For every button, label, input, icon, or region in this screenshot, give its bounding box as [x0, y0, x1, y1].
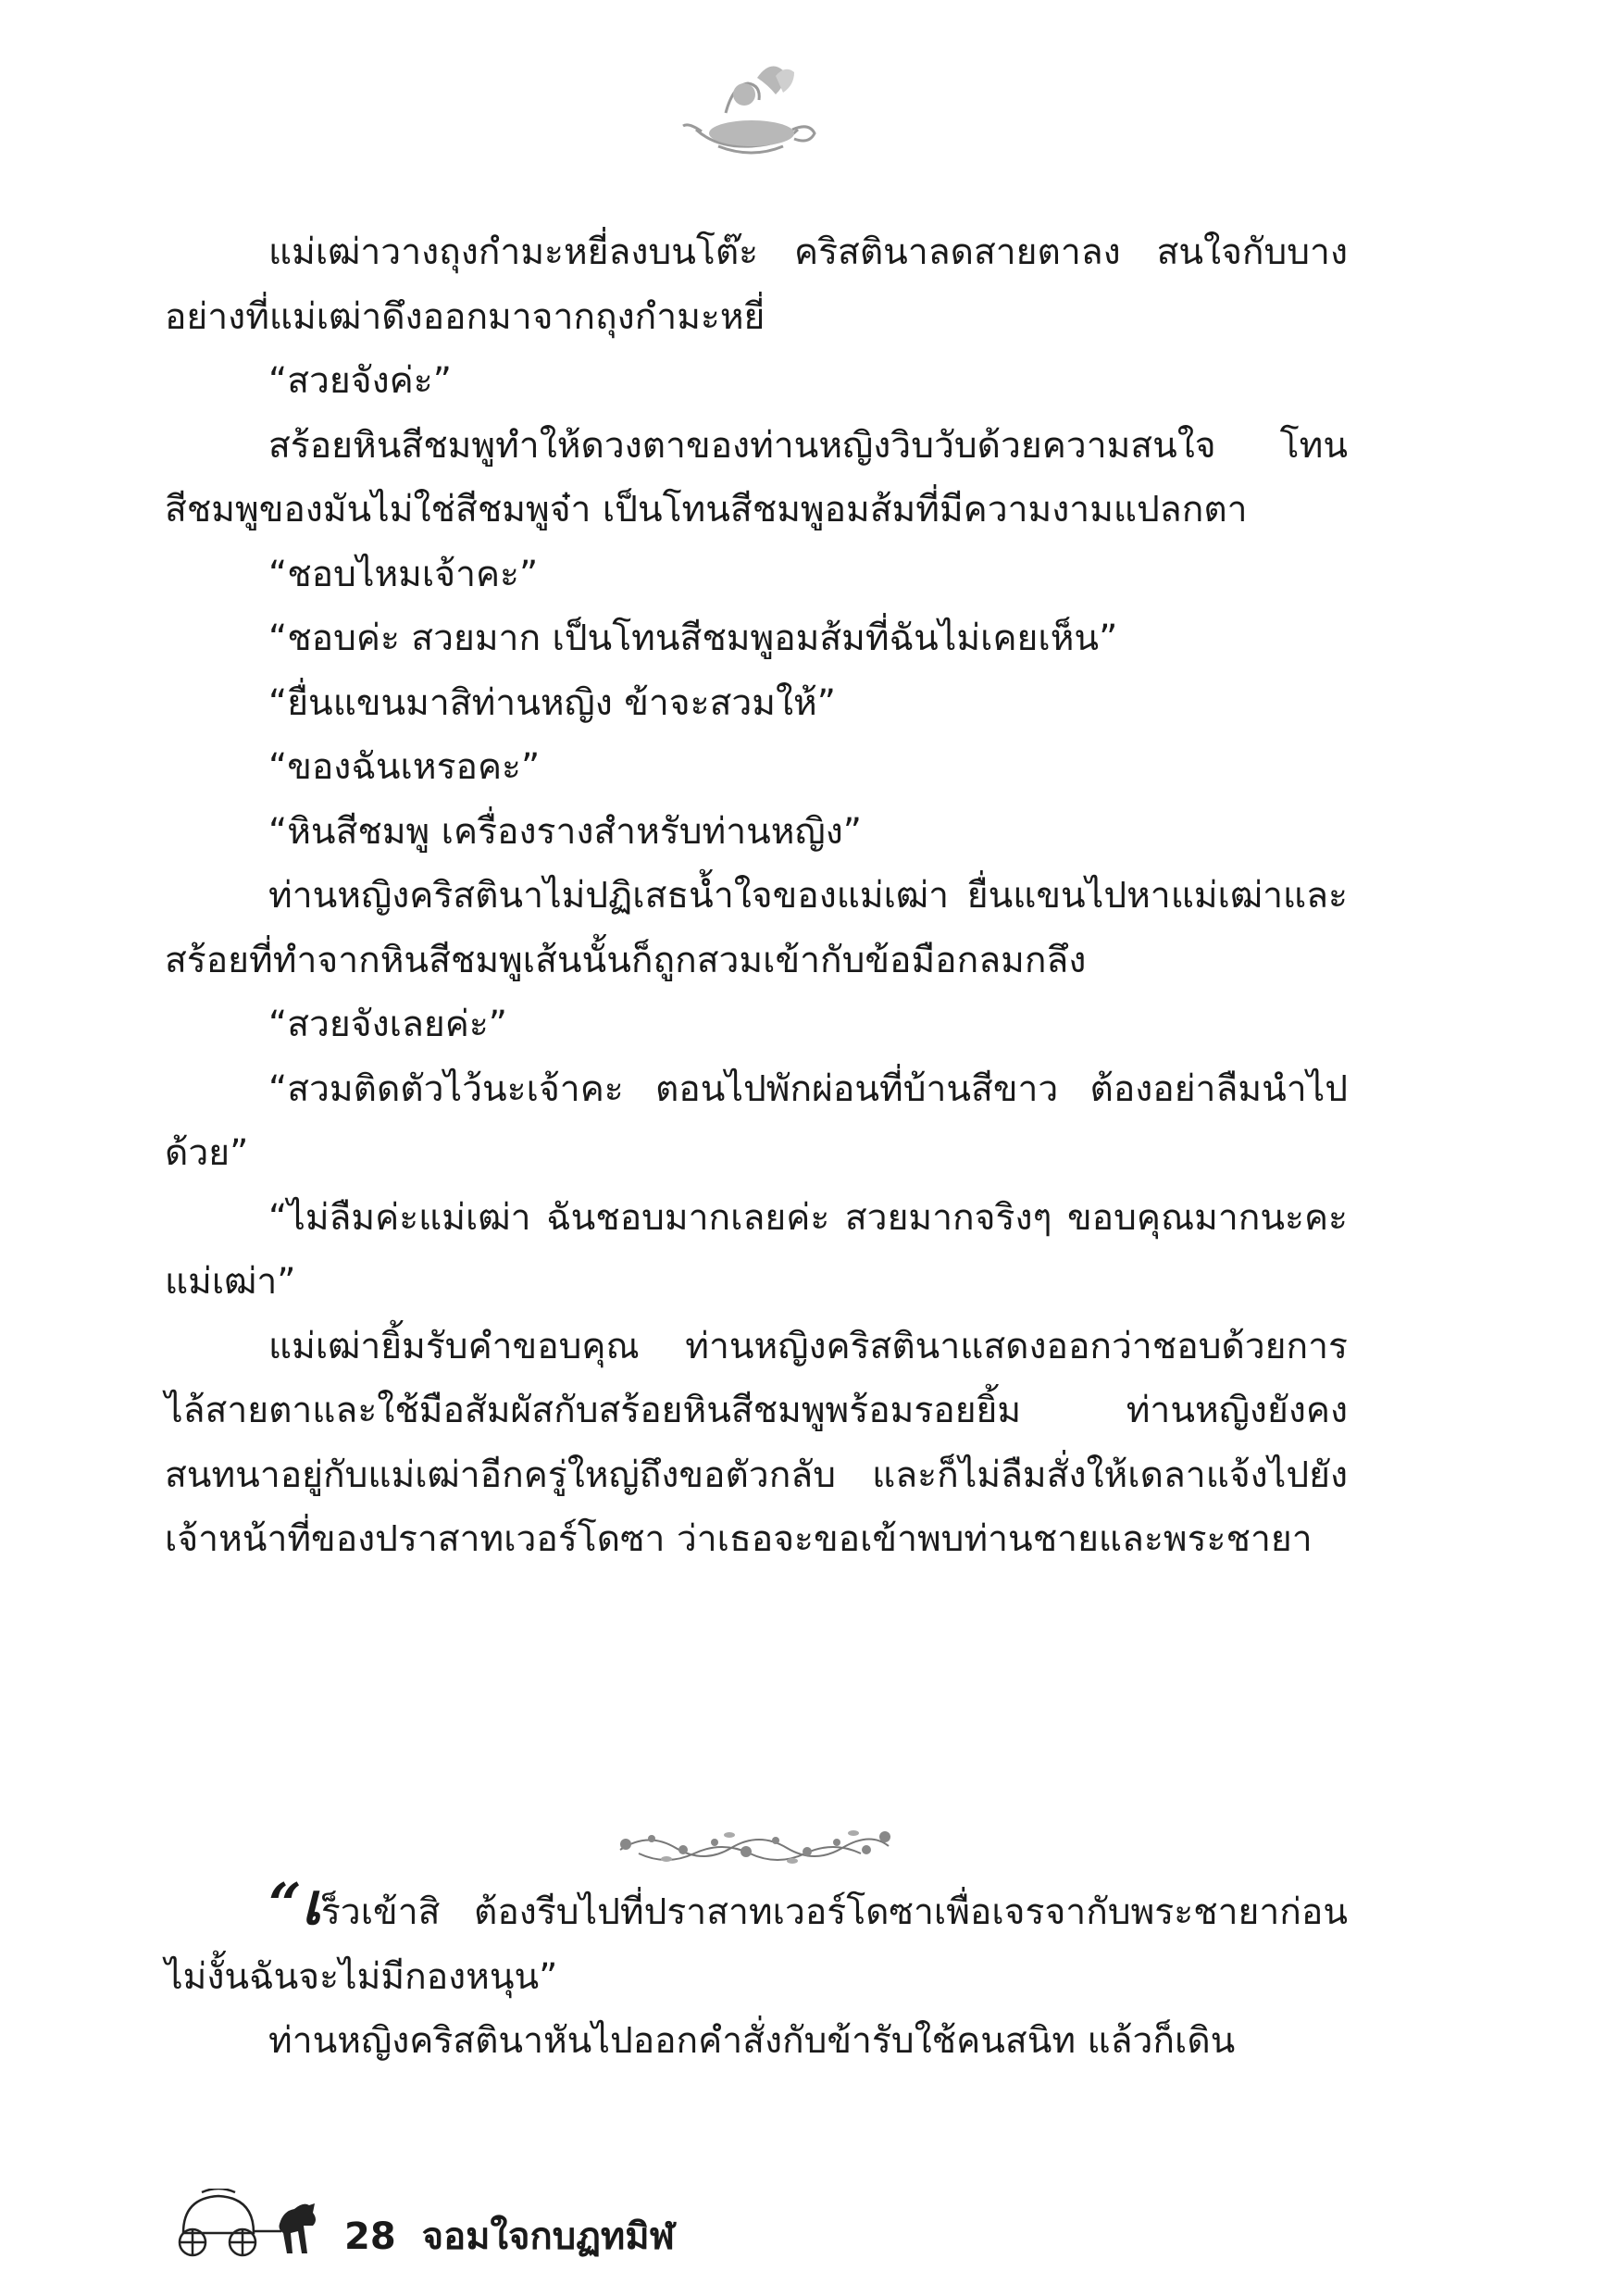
- paragraph: “ยื่นแขนมาสิท่านหญิง ข้าจะสวมให้”: [268, 681, 836, 724]
- paragraph: “สวมติดตัวไว้นะเจ้าคะ ตอนไปพักผ่อนที่บ้านสีขาว ต้องอย่าลืมนำไปด้วย”: [165, 1067, 1348, 1174]
- floral-vine-divider-icon: [611, 1822, 898, 1872]
- paragraph: แม่เฒ่ายิ้มรับคำขอบคุณ ท่านหญิงคริสตินาแสดงออกว่าชอบด้วยการไล้สายตาและใช้มือสัมผัสกับสร้อยหินสีชมพูพร้อมรอยยิ้ม ท่านหญิงยังคงสนทนาอยู่กับแม่เฒ่าอีกครู่ใหญ่ถึงขอตัวกลับ และก็ไม่ลืมสั่งให้เดลาแจ้งไปยังเจ้าหน้าที่ของปราสาทเวอร์โดซา ว่าเธอจะขอเข้าพบท่านชายและพระชายา: [165, 1325, 1348, 1560]
- book-title: จอมใจกบฏทมิฬ: [421, 2215, 676, 2258]
- paragraph: “ไม่ลืมค่ะแม่เฒ่า ฉันชอบมากเลยค่ะ สวยมากจริงๆ ขอบคุณมากนะคะแม่เฒ่า”: [165, 1196, 1348, 1303]
- paragraph: “ชอบค่ะ สวยมาก เป็นโทนสีชมพูอมส้มที่ฉันไม่เคยเห็น”: [268, 618, 1118, 659]
- page-footer: [165, 2185, 675, 2259]
- body-text-section-2: [165, 1870, 1348, 2074]
- paragraph: สร้อยหินสีชมพูทำให้ดวงตาของท่านหญิงวิบวับด้วยความสนใจ โทนสีชมพูของมันไม่ใช่สีชมพูจ๋า เป็นโทนสีชมพูอมส้มที่มีความงามแปลกตา: [165, 424, 1348, 530]
- dropcap: “เ: [268, 1870, 321, 1938]
- paragraph: แม่เฒ่าวางถุงกำมะหยี่ลงบนโต๊ะ คริสตินาลดสายตาลง สนใจกับบางอย่างที่แม่เฒ่าดึงออกมาจากถุงกำมะหยี่: [165, 231, 1348, 338]
- paragraph: ท่านหญิงคริสตินาหันไปออกคำสั่งกับข้ารับใช้คนสนิท แล้วก็เดิน: [268, 2020, 1236, 2062]
- paragraph: “สวยจังค่ะ”: [268, 360, 452, 402]
- paragraph: ท่านหญิงคริสตินาไม่ปฏิเสธน้ำใจของแม่เฒ่า ยื่นแขนไปหาแม่เฒ่าและสร้อยที่ทำจากหินสีชมพูเส้นนั้นก็ถูกสวมเข้ากับข้อมือกลมกลึง: [165, 875, 1348, 981]
- paragraph: “ของฉันเหรอคะ”: [268, 746, 541, 788]
- body-text-section-1: [165, 220, 1348, 1572]
- paragraph: “ชอบไหมเจ้าคะ”: [268, 553, 539, 595]
- teapot-cupid-ornament-icon: [679, 57, 818, 161]
- carriage-horse-icon: [165, 2189, 331, 2259]
- paragraph: “หินสีชมพู เครื่องรางสำหรับท่านหญิง”: [268, 810, 862, 853]
- page-number: 28: [344, 2215, 396, 2258]
- paragraph: “สวยจังเลยค่ะ”: [268, 1004, 507, 1045]
- paragraph-rest: ร็วเข้าสิ ต้องรีบไปที่ปราสาทเวอร์โดซาเพื่อเจรจากับพระชายาก่อน ไม่งั้นฉันจะไม่มีกองหนุน”: [165, 1891, 1348, 1998]
- paragraph-with-dropcap: [165, 1870, 1348, 2009]
